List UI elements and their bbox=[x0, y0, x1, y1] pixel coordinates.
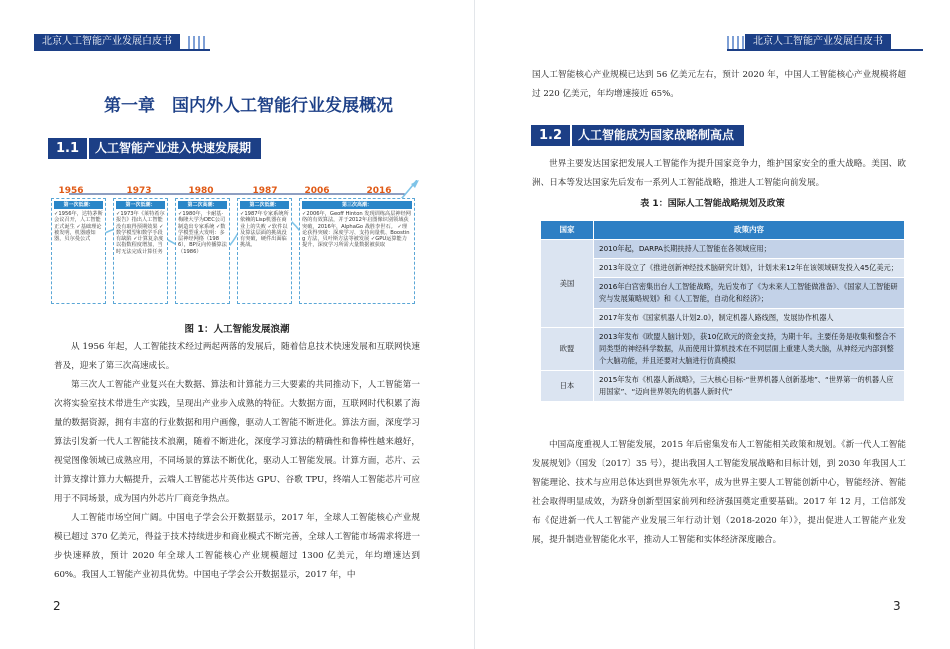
header-decoration bbox=[727, 36, 744, 50]
timeline-box-1956 bbox=[51, 198, 106, 304]
table-caption: 表 1：国际人工智能战略规划及政策 bbox=[640, 199, 785, 209]
column-header-country: 国家 bbox=[541, 221, 594, 240]
timeline-year-2006: 2006 bbox=[304, 186, 330, 196]
page-number: 3 bbox=[893, 599, 901, 613]
country-cell: 美国 bbox=[541, 240, 594, 328]
timeline-box-title: 第三次高潮： bbox=[302, 201, 412, 209]
paragraph: 人工智能市场空间广阔。中国电子学会公开数据显示，2017 年，全球人工智能核心产业规模已超过 370 亿美元，得益于技术持续进步和商业模式不断完善，全球人工智能市场需求将进一步快速释放，预计 2020 年全球人工智能核心产业规模超过 1300 亿美元，年均增速达到 60%。我国人工智能产业初具优势。中国电子学会公开数据显示，2017 年，中 bbox=[54, 513, 420, 580]
table-row bbox=[541, 309, 905, 328]
policy-cell: 2015年发布《机器人新战略》，三大核心目标-“世界机器人创新基地”、“世界第一的机器人应用国家”、“迈向世界领先的机器人新时代” bbox=[594, 371, 905, 402]
running-header: 北京人工智能产业发展白皮书 bbox=[745, 34, 891, 49]
table-row bbox=[541, 278, 905, 309]
table-row bbox=[541, 240, 905, 259]
timeline-year-1956: 1956 bbox=[58, 186, 84, 196]
running-header: 北京人工智能产业发展白皮书 bbox=[34, 34, 180, 49]
figure-caption: 图 1：人工智能发展浪潮 bbox=[184, 324, 290, 335]
policy-cell: 2013年发布《欧盟人脑计划》，获10亿欧元的资金支持，为期十年。主要任务是收集和整合不同类型的神经科学数据，从而使用计算机技术在不同层面上重建人类大脑，从神经元内部到整个大脑功能，并且还要对大脑进行仿真模拟 bbox=[594, 328, 905, 371]
section-title: 人工智能产业进入快速发展期 bbox=[87, 138, 261, 159]
timeline-box-title: 第一次低潮： bbox=[54, 201, 103, 209]
country-cell: 日本 bbox=[541, 371, 594, 402]
timeline-box-body: ✓2006年，Geoff Hinton 发现训练高层神经网络的有效算法，并于2012年启图像识别领域获突破，2016年，AlphaGo 战胜李世石。 ✓理论获得突破：深度学习、支持向量机、Boosting 方法，贝叶斯方法等被发展 ✓GPU运算能力提升，深度学习所需大量数据被获取 bbox=[302, 211, 411, 249]
policy-cell: 2017年发布《国家机器人计划2.0》，制定机器人路线图，发展协作机器人 bbox=[594, 309, 905, 328]
header-rule bbox=[727, 49, 923, 51]
timeline-year-1980: 1980 bbox=[188, 186, 214, 196]
paragraph: 国人工智能核心产业规模已达到 56 亿美元左右，预计 2020 年，中国人工智能核心产业规模将超过 220 亿美元，年均增速接近 65%。 bbox=[532, 70, 906, 99]
paragraph: 中国高度重视人工智能发展，2015 年后密集发布人工智能相关政策和规划。《新一代人工智能发展规划》（国发〔2017〕35 号），提出我国人工智能发展战略和目标计划，到 2030 年我国人工智能理论、技术与应用总体达到世界领先水平，成为世界主要人工智能创新中心，智能经济、智能社会取得明显成效，为跻身创新型国家前列和经济强国奠定重要基础。2017 年 12 月，工信部发布《促进新一代人工智能产业发展三年行动计划（2018-2020 年）》，提出促进人工智能产业发展，提升制造业智能化水平，推动人工智能和实体经济深度融合。 bbox=[532, 440, 906, 545]
paragraph: 从 1956 年起，人工智能技术经过两起两落的发展后，随着信息技术快速发展和互联网快速普及，迎来了第三次高速成长。 bbox=[54, 342, 420, 371]
left-body-text bbox=[54, 338, 420, 585]
policy-table bbox=[540, 220, 905, 402]
section-heading-1-1 bbox=[48, 138, 261, 159]
timeline-box-body: ✓1980年，卡耐基·梅隆大学为DEC公司制造出专家系统 ✓数学模型重大发明：多层神经网络（1986），BP反向传播算法（1986） bbox=[178, 211, 227, 255]
policy-cell: 2016年白宫密集出台人工智能战略，先后发布了《为未来人工智能做准备》、《国家人工智能研究与发展策略规划》和《人工智能，自动化和经济》； bbox=[594, 278, 905, 309]
chapter-title: 第一章 国内外人工智能行业发展概况 bbox=[104, 96, 393, 116]
header-decoration bbox=[188, 36, 205, 50]
section-number: 1.1 bbox=[48, 138, 87, 159]
timeline-box-1980 bbox=[175, 198, 230, 304]
table-row bbox=[541, 328, 905, 371]
timeline-box-body: ✓1956年，达特茅斯会议召开，人工智能正式诞生 ✓基础理论被发明，机器感知器，贝尔曼公式 bbox=[54, 211, 103, 243]
policy-cell: 2013年设立了《推进创新神经技术脑研究计划》，计划未来12年在该领域研发投入45亿美元； bbox=[594, 259, 905, 278]
ai-timeline-figure bbox=[49, 180, 421, 308]
left-page bbox=[0, 0, 474, 649]
timeline-box-body: ✓1973年《莱特希尔报告》指出人工智能没有取得预期效果 ✓数学模型和数学手段有缺陷 ✓计算复杂度以指数程度增加，当时无法完成计算任务 bbox=[116, 211, 165, 255]
timeline-box-1973 bbox=[113, 198, 168, 304]
paragraph: 第三次人工智能产业复兴在大数据、算法和计算能力三大要素的共同推动下，人工智能第一次将实验室技术带进生产实践，呈现出产业步入成熟的特征。大数据方面，互联网时代积累了海量的数据资源，拥有丰富的行业数据和用户画像，驱动人工智能不断进化。算法方面，深度学习算法引发新一代人工智能技术浪潮，随着不断进化，深度学习算法的精确性和鲁棒性越来越好，视觉图像领域已成熟应用，不同场景的算法不断优化，驱动人工智能发展。计算方面，芯片、云计算支撑计算力大幅提升，云端人工智能芯片英伟达 GPU、谷歌 TPU，终端人工智能芯片可应用于不同场景，成为国内外芯片厂商竞争热点。 bbox=[54, 380, 420, 504]
table-header-row bbox=[541, 221, 905, 240]
timeline-box-title: 第二次低潮： bbox=[240, 201, 289, 209]
right-intro-text bbox=[532, 66, 906, 104]
column-header-policy: 政策内容 bbox=[594, 221, 905, 240]
page-number: 2 bbox=[53, 599, 61, 613]
timeline-box-body: ✓1987年专家系统所依赖的Lisp机器在商业上的失败 ✓软件以及算法层面的挑战没有突破，硬件出面临挑战。 bbox=[240, 211, 289, 249]
right-body-text-2 bbox=[532, 436, 906, 550]
timeline-year-2016: 2016 bbox=[366, 186, 392, 196]
header-rule bbox=[34, 49, 210, 51]
timeline-box-title: 第二次高潮： bbox=[178, 201, 227, 209]
country-cell: 欧盟 bbox=[541, 328, 594, 371]
timeline-year-1987: 1987 bbox=[252, 186, 278, 196]
section-title: 人工智能成为国家战略制高点 bbox=[570, 125, 744, 146]
timeline-box-title: 第一次低潮： bbox=[116, 201, 165, 209]
timeline-box-1987 bbox=[237, 198, 292, 304]
right-body-text-1 bbox=[532, 155, 906, 193]
paragraph: 世界主要发达国家把发展人工智能作为提升国家竞争力，维护国家安全的重大战略。美国、欧洲、日本等发达国家先后发布一系列人工智能战略，推进人工智能向前发展。 bbox=[532, 159, 906, 188]
section-number: 1.2 bbox=[531, 125, 570, 146]
table-row bbox=[541, 371, 905, 402]
timeline-box-2006 bbox=[299, 198, 415, 304]
section-heading-1-2 bbox=[531, 125, 744, 146]
policy-cell: 2010年起，DARPA长期扶持人工智能在各领域应用； bbox=[594, 240, 905, 259]
timeline-year-1973: 1973 bbox=[126, 186, 152, 196]
table-row bbox=[541, 259, 905, 278]
